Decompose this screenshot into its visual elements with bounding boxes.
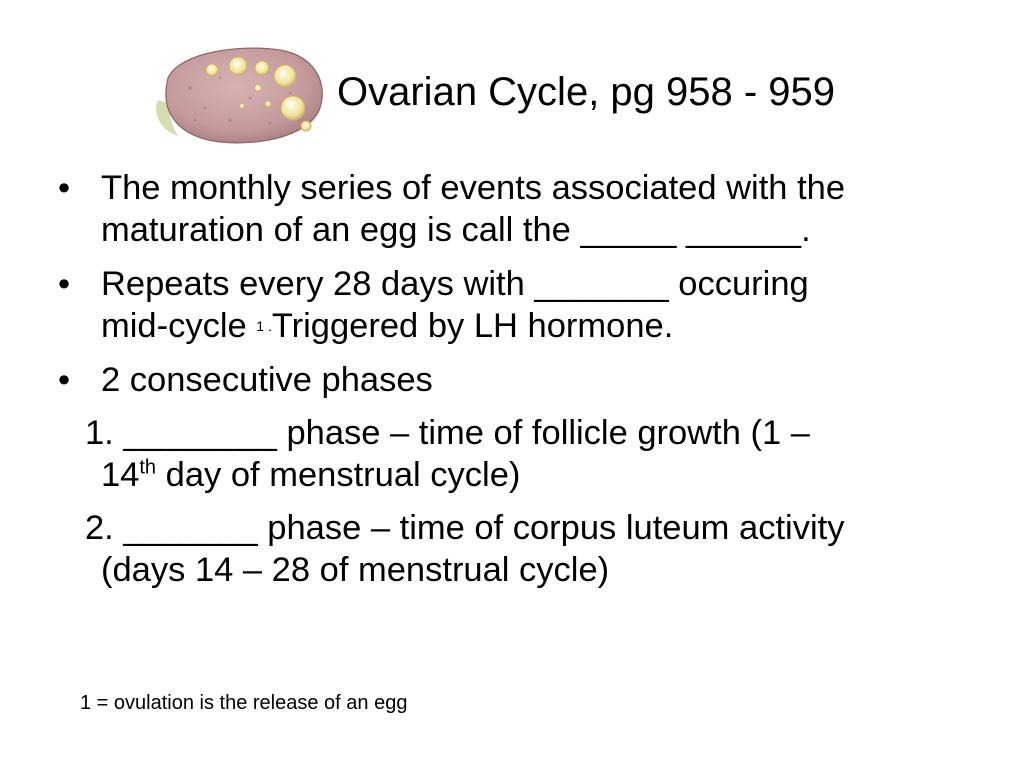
bullet-2-line-2 [101, 305, 673, 347]
footnote-reference: 1 [256, 318, 265, 334]
footnote: 1 = ovulation is the release of an egg [80, 692, 408, 714]
bullet-glyph: • [58, 169, 71, 207]
footnote-reference-dot: . [264, 318, 272, 334]
phase-2-line-1: 2. _______ phase – time of corpus luteum activity [85, 509, 845, 547]
phase-1-text: day of menstrual cycle) [156, 456, 521, 494]
phase-1-ordinal-suffix: th [139, 456, 157, 479]
bullet-1-line-1: The monthly series of events associated with the [101, 169, 846, 207]
slide-title: Ovarian Cycle, pg 958 - 959 [337, 70, 836, 114]
bullet-glyph: • [58, 265, 71, 303]
bullet-2-text-b: Triggered by LH hormone. [271, 307, 674, 345]
bullet-2-line-1: Repeats every 28 days with _______ occuring [101, 265, 809, 303]
phase-1-line-1: 1. ________ phase – time of follicle growth (1 – [85, 414, 810, 452]
phase-2-line-2: (days 14 – 28 of menstrual cycle) [101, 551, 610, 589]
bullet-1-line-2: maturation of an egg is call the _____ ______. [101, 211, 811, 249]
bullet-glyph: • [58, 361, 71, 399]
phase-1-day-number: 14 [101, 456, 140, 494]
phase-1-line-2 [101, 454, 520, 496]
bullet-3-line-1: 2 consecutive phases [101, 361, 433, 399]
bullet-2-text-a: mid-cycle [101, 307, 257, 345]
